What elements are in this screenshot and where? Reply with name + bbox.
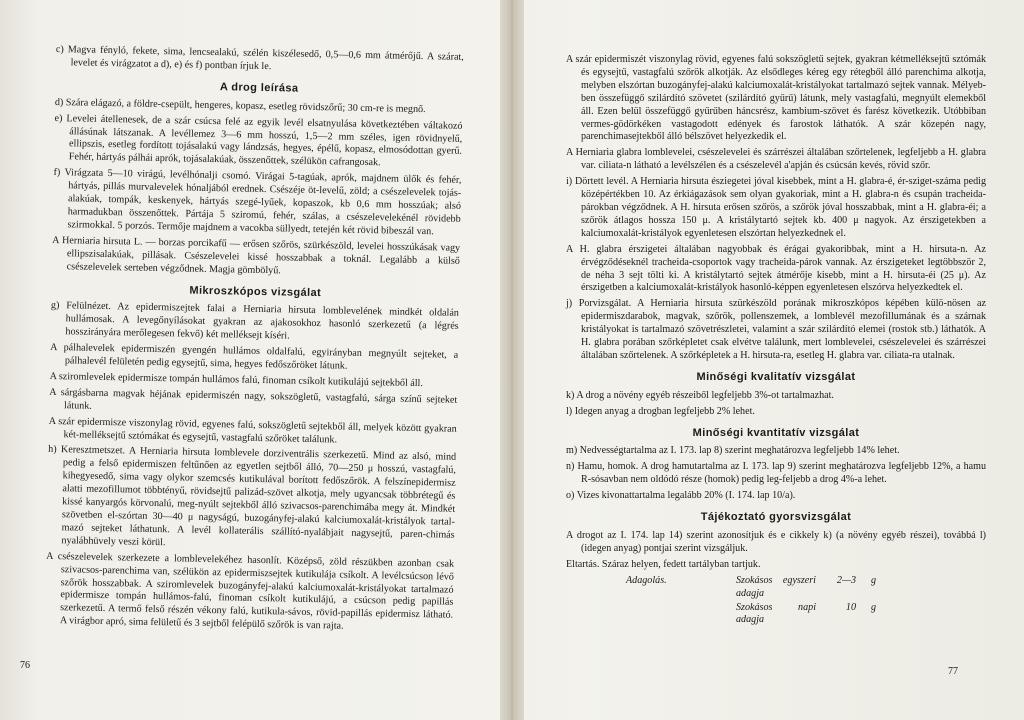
paragraph: A drogot az I. 174. lap 14) szerint azonosítjuk és e cikkely k) (a növény egyéb részei), továbbá l) (idegen anyag) pontjai szerint vizsgáljuk. <box>566 530 986 554</box>
paragraph: l) Idegen anyag a drogban legfeljebb 2% lehet. <box>566 405 755 417</box>
dosage-single-name: Szokásos egyszeri adagja <box>736 574 816 599</box>
dosage-daily-unit: g <box>870 601 876 613</box>
paragraph: e) Levelei átellenesek, de a szár csúcsa felé az egyik levél elsatnyulása következtében váltakozó állásúnak látszanak. A levéllemez 3—6 mm hosszú, 1,5—2 mm széles, igen rövidnyelű, ellipszis, esetleg fordított tojásalakú vagy lándzsás, hegyes, épélű, kopasz, elmosódottan gyerű. Fehér, hártyás pálhái aprók, tojásalakúak, összenőttek, szélükön cafrangosak. <box>54 112 463 169</box>
paragraph: o) Vizes kivonattartalma legalább 20% (I. 174. lap 10/a). <box>566 490 796 502</box>
paragraph: Eltartás. Száraz helyen, fedett tartályban tartjuk. <box>566 558 761 570</box>
page-number-left: 76 <box>20 660 30 671</box>
dosage-table <box>626 575 986 628</box>
paragraph: i) Dörtett levél. A Herniaria hirsuta észiegetei jóval kisebbek, mint a H. glabra-é, ér-sziget-száma pedig középértékben 10. Az érkiágazások sem olyan gyakoriak, mint a H. glabra-n és csupán tracheida-párokban végződnek. A H. hirsuta erősen szőrös, a szőrök jóval hosszabbak, mint a H. glabra-éi; a szőrök átlagos hossza 150 μ. A kristálytartó sejtek kb. 400 μ nagyok. Az érszigetekben a kalciumoxalát-kristályok egyenletesen elszórtan helyezkednek el. <box>566 176 986 239</box>
paragraph: k) A drog a növény egyéb részeiből legfeljebb 3%-ot tartalmazhat. <box>566 389 834 401</box>
dosage-single-value: 2—3 <box>836 574 856 586</box>
paragraph: A szár epidermisze viszonylag rövid, egyenes falú, sokszögletű sejtekből áll, melyek között gyakran két-melléksejtű sztómákat és egysejtű, vastagfalú szőröket találunk. <box>48 415 457 446</box>
left-page <box>0 0 500 720</box>
paragraph: j) Porvizsgálat. A Herniaria hirsuta szürkészöld porának mikroszkópos képében külö-nösen az epidermiszdarabok, magvak, szőrök, pollenszemek, a lomblevél mezofillumának és a szárnak kristályokat is tartalmazó szövetrészletei, valamint a szár szilárdító elemei (rostok stb.) láthatók. A H. glabra porában szőrképletet csak elvétve találunk, mert lomblevelei, csészelevelei és szárrészei általában szőrtelenek. A szőrképletek a H. hirsuta-ra, esetleg H. glabra var. ciliata-ra utalnak. <box>566 298 986 361</box>
section-heading: A drog leírása <box>219 80 299 95</box>
section-heading: Tájékoztató gyorsvizsgálat <box>700 511 852 524</box>
dosage-single-unit: g <box>870 574 876 586</box>
dosage-daily-value: 10 <box>845 601 856 613</box>
section-heading: Minőségi kvantitatív vizsgálat <box>692 426 860 439</box>
paragraph: c) Magva fényló, fekete, sima, lencsealakú, szélén kiszélesedő, 0,5—0,6 mm átmérőjű. A szárat, levelet és virágzatot a d), e) és f) pontban írjuk le. <box>55 44 464 73</box>
section-heading: Minőségi kvalitatív vizsgálat <box>696 370 856 383</box>
dosage-label: Adagolás. <box>626 574 667 586</box>
book-gutter <box>500 0 524 720</box>
paragraph: A Herniaria hirsuta L. — borzas porcikafű — erősen szőrös, szürkészöld, levelei hosszúkásak vagy ellipszisalakúak, pillásak. Csészelevelei kissé hosszabbak a toknál. Legalább a külső csészelevelek serteben végződnek. Magja gömbölyű. <box>52 234 461 276</box>
paragraph: A sziromlevelek epidermisze tompán hullámos falú, finoman csíkolt kutikulájú sejtekből áll. <box>49 370 424 390</box>
right-text-column <box>566 54 986 627</box>
paragraph: m) Nedvességtartalma az I. 173. lap 8) szerint meghatározva legfeljebb 14% lehet. <box>566 445 900 457</box>
dosage-label-empty <box>626 602 736 628</box>
paragraph: n) Hamu, homok. A drog hamutartalma az I. 173. lap 9) szerint meghatározva legfeljebb 12%, a hamu R-sósavban nem oldódó része (homok) pedig leg-feljebb a drog 4%-a lehet. <box>566 461 986 486</box>
section-heading: Mikroszkópos vizsgálat <box>189 284 322 299</box>
paragraph: g) Felülnézet. Az epidermiszejtek falai a Herniaria hirsuta lomblevelének mindkét oldalán hullámosak. A levegőnyílásokat gyakran az ajakosokhoz hasonló szerkezetű (a légrés hosszirányára merőlegesen fekvő) két melléksejt kíséri. <box>50 300 460 342</box>
paragraph: h) Keresztmetszet. A Herniaria hirsuta lomblevele dorziventrális szerkezetű. Mind az alsó, mind pedig a felső epidermiszen feltűnően az egyetlen sejtből álló, 70—250 μ hosszú, vastagfalú, kihegyesedő, sima vagy olykor szemcsés kutikulával borított fedőszőrök. A felszínepidermisz alatti mezofillumot többtényű, rövidsejtű palizád-szövet alkotja, mely ugyancsak többrétegű és kissé kanyargós körvonalú, meg-nyúlt sejtekből álló szivacsos-parenchimába megy át. Mindkét szövetben el-szórtan 30—40 μ nagyságú, buzogányfej-alakú kalciumoxalát-kristályok tartal-mazó sejteket láthatunk. A levél kollaterális szállító-nyalábjait nagysejtű, paren-chimás nyalábhüvely veszi körül. <box>48 444 457 549</box>
paragraph: A H. glabra érszigetei általában nagyobbak és érágai gyakoribbak, mint a H. hirsuta-n. Az érvégződéseknél tracheida-csoportok vagy tracheida-párok vannak. Az érszigeteket legtöbbször 2, de néha 3 sejt tölti ki. A kristálytartó sejtek átmérője kisebb, mint a H. hirsuta-éi (25 μ). Az érszigetben a kalciumoxalát-kristályok hasonló-képpen egyenletesen elszórva helyezkedtek el. <box>566 243 986 294</box>
dosage-daily-name: Szokásos napi adagja <box>736 601 816 626</box>
left-text-column <box>45 44 464 639</box>
right-page <box>524 0 1024 720</box>
paragraph: d) Szára elágazó, a földre-csepült, hengeres, kopasz, esetleg rövidszőrű; 30 cm-re is megnő. <box>54 96 426 115</box>
paragraph: A pálhalevelek epidermiszén gyengén hullámos oldalfalú, egyirányban megnyúlt sejteket, a pálhalevél felületén pedig egysejtű, sima, hegyes fedőszőröket látunk. <box>50 342 459 372</box>
paragraph: A szár epidermiszét viszonylag rövid, egyenes falú sokszögletű sejtek, gyakran kétmelléksejtű sztómák és egysejtű, vastagfalú szőrök alkotják. Az elsődleges kéreg egy rétegből álló parenchima alkotja, melyben elszórtan buzogányfej-alakú kalciumoxalát-kristályokat tartalmazó sejtek vannak. Mélyeb-ben összefüggő szilárdító szövetet (szilárdító gyűrű) látunk, mely vastagfalú, megnyúlt elemekből áll. Ezen belül összefüggő gyűrűben háncsrész, kambium-szövet és farész következik. Utóbbiban vermes-gödörkéken vastagodott edények és farostok láthatók. A szár közepén nagy, parenchimasejtekből álló bélszövet helyezkedik el. <box>566 54 986 143</box>
paragraph: f) Virágzata 5—10 virágú, levélhónalji csomó. Virágai 5-tagúak, aprók, majdnem ülők és fehér, hártyás, pillás murvalevelek hónaljából erednek. Csészéje öt-levelű, zöld; a csészelevelek tojás-alakúak, tompák, keskenyek, hártyás szegé-lyűek, kopaszok, kb 0,6 mm hosszúak; alsó harmadukban összenőttek. Pártája 5 sziromú, fehér, szálas, a csészelevelekénél rövidebb szirmokkal. 5 porzós. Termője majdnem a vacokba süllyedt, tetején két rövid bibeszál van. <box>53 167 462 238</box>
paragraph: A csészelevelek szerkezete a lomblevelekéhez hasonlít. Középső, zöld részükben azonban csak szivacsos-parenchima van, szélükön az epidermiszsejtek kutikulája csíkolt. A levélcsúcson lévő szőrök hosszabbak. A sziromlevelek buzogányfej-alakú kalciumoxalát-kristályokat tartalmazó epidermisze tompán hullámos-falú, finoman csíkolt kutikulájú, a csúcson pedig papillás szerkezetű. A termő felső részén vékony falú, kutikula-sávos, rövid-papillás epidermisz látható. A virágbor apró, sima felületű és 3 sejtből felépülő szőrök is van rajta. <box>46 550 455 632</box>
paragraph: A Herniaria glabra lomblevelei, csészelevelei és szárrészei általában szőrtelenek, legfeljebb a H. glabra var. ciliata-n látható a levélszélen és a csészelevél a'apján és csúcsán kevés, rövid szőr. <box>566 147 986 172</box>
paragraph: A sárgásbarna magvak héjának epidermiszén nagy, sokszögletű, vastagfalú, sárga színű sejteket látunk. <box>49 386 458 412</box>
page-number-right: 77 <box>948 666 958 677</box>
